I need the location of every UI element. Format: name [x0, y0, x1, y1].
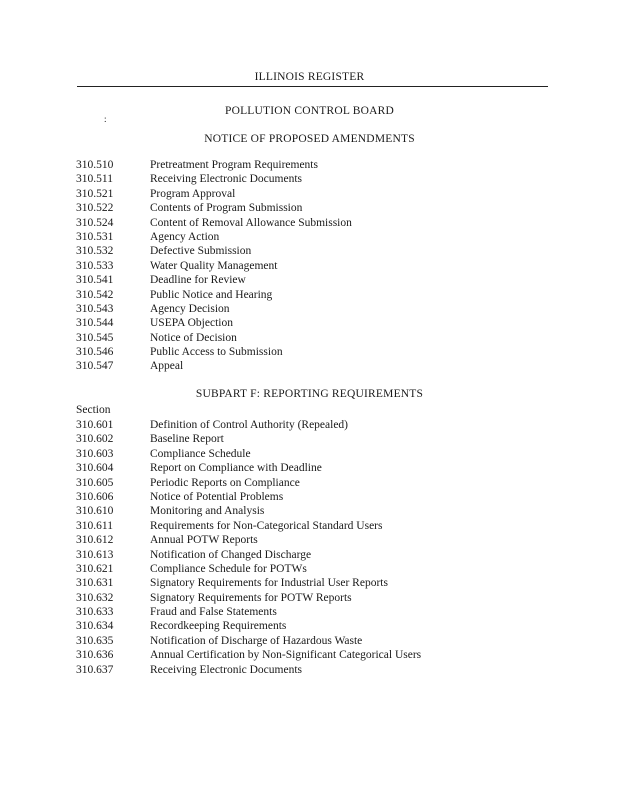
section-number: 310.631 [76, 577, 114, 590]
subpart-f-section-list [76, 418, 421, 677]
section-entry [76, 504, 421, 518]
section-title: Fraud and False Statements [150, 606, 277, 619]
section-title: Requirements for Non-Categorical Standard Users [150, 519, 383, 532]
section-title: Report on Compliance with Deadline [150, 462, 322, 475]
section-title: Periodic Reports on Compliance [150, 476, 300, 489]
section-entry [76, 230, 352, 244]
section-title: Public Access to Submission [150, 346, 283, 359]
section-entry [76, 605, 421, 619]
header-rule [77, 86, 548, 87]
section-title: Deadline for Review [150, 274, 246, 287]
section-title: Signatory Requirements for POTW Reports [150, 591, 352, 604]
section-number: 310.546 [76, 346, 114, 359]
section-title: Contents of Program Submission [150, 202, 303, 215]
section-number: 310.633 [76, 606, 114, 619]
section-title: Receiving Electronic Documents [150, 173, 303, 186]
section-title: Monitoring and Analysis [150, 505, 265, 518]
section-entry [76, 634, 421, 648]
section-number: 310.541 [76, 274, 114, 287]
section-number: 310.532 [76, 245, 114, 258]
section-number: 310.635 [76, 634, 114, 647]
section-title: Agency Decision [150, 302, 230, 315]
section-entry [76, 490, 421, 504]
section-entry [76, 591, 421, 605]
stray-mark: : [104, 114, 107, 124]
section-number: 310.602 [76, 433, 114, 446]
section-entry [76, 273, 352, 287]
section-title: Agency Action [150, 230, 220, 243]
section-number: 310.542 [76, 288, 114, 301]
section-title: Notice of Decision [150, 331, 237, 344]
section-title: Program Approval [150, 187, 236, 200]
section-number: 310.511 [76, 173, 113, 186]
section-entry [76, 259, 352, 273]
section-entry [76, 663, 421, 677]
section-number: 310.544 [76, 317, 114, 330]
section-entry [76, 432, 421, 446]
section-entry [76, 216, 352, 230]
section-entry [76, 201, 352, 215]
section-number: 310.621 [76, 562, 114, 575]
section-title: Pretreatment Program Requirements [150, 159, 318, 171]
section-title: Defective Submission [150, 245, 252, 258]
section-entry [76, 562, 421, 576]
section-entry [76, 461, 421, 475]
section-title: Compliance Schedule [150, 447, 251, 460]
section-title: Notification of Discharge of Hazardous Waste [150, 634, 363, 647]
section-title: Annual Certification by Non-Significant Categorical Users [150, 649, 422, 662]
section-number: 310.604 [76, 462, 114, 475]
section-entry [76, 476, 421, 490]
board-name: POLLUTION CONTROL BOARD [224, 105, 394, 117]
section-entry [76, 533, 421, 547]
section-number: 310.545 [76, 331, 114, 344]
section-title: Compliance Schedule for POTWs [150, 562, 307, 575]
section-title: Annual POTW Reports [150, 534, 258, 547]
section-entry [76, 345, 352, 359]
section-entry [76, 172, 352, 186]
section-entry [76, 316, 352, 330]
section-number: 310.613 [76, 548, 114, 561]
section-entry [76, 619, 421, 633]
section-title: Recordkeeping Requirements [150, 620, 287, 633]
section-entry [76, 187, 352, 201]
register-title: ILLINOIS REGISTER [254, 71, 365, 83]
section-entry [76, 244, 352, 258]
section-title: Appeal [150, 360, 184, 373]
section-title: Notice of Potential Problems [150, 490, 284, 503]
section-number: 310.543 [76, 302, 114, 315]
section-title: Public Notice and Hearing [150, 288, 273, 301]
section-number: 310.531 [76, 230, 114, 243]
section-number: 310.606 [76, 490, 114, 503]
section-entry [76, 418, 421, 432]
section-entry [76, 576, 421, 590]
section-number: 310.610 [76, 505, 114, 518]
section-number: 310.547 [76, 360, 114, 373]
section-number: 310.603 [76, 447, 114, 460]
section-entry [76, 519, 421, 533]
section-entry [76, 648, 421, 662]
section-title: Water Quality Management [150, 259, 278, 272]
section-title: Signatory Requirements for Industrial User Reports [150, 577, 388, 590]
section-number: 310.521 [76, 187, 114, 200]
section-entry [76, 548, 421, 562]
section-number: 310.524 [76, 216, 114, 229]
section-number: 310.601 [76, 419, 114, 431]
section-entry [76, 302, 352, 316]
section-title: Notification of Changed Discharge [150, 548, 312, 561]
section-entry [76, 331, 352, 345]
section-title: Definition of Control Authority (Repealed) [150, 419, 349, 431]
notice-heading: NOTICE OF PROPOSED AMENDMENTS [204, 133, 415, 145]
section-title: Baseline Report [150, 433, 224, 446]
section-number: 310.522 [76, 202, 114, 215]
section-number: 310.533 [76, 259, 114, 272]
section-entry [76, 359, 352, 373]
section-number: 310.510 [76, 159, 114, 171]
section-entry [76, 447, 421, 461]
section-number: 310.637 [76, 663, 114, 676]
section-title: Receiving Electronic Documents [150, 663, 303, 676]
section-label: Section [76, 404, 111, 416]
section-number: 310.612 [76, 534, 114, 547]
section-number: 310.636 [76, 649, 114, 662]
section-number: 310.634 [76, 620, 114, 633]
section-number: 310.632 [76, 591, 114, 604]
subpart-f-heading: SUBPART F: REPORTING REQUIREMENTS [195, 388, 424, 400]
section-title: Content of Removal Allowance Submission [150, 216, 352, 229]
section-entry [76, 158, 352, 172]
section-title: USEPA Objection [150, 317, 233, 330]
section-number: 310.605 [76, 476, 114, 489]
section-number: 310.611 [76, 519, 113, 532]
subpart-e-section-list [76, 158, 352, 374]
section-entry [76, 288, 352, 302]
